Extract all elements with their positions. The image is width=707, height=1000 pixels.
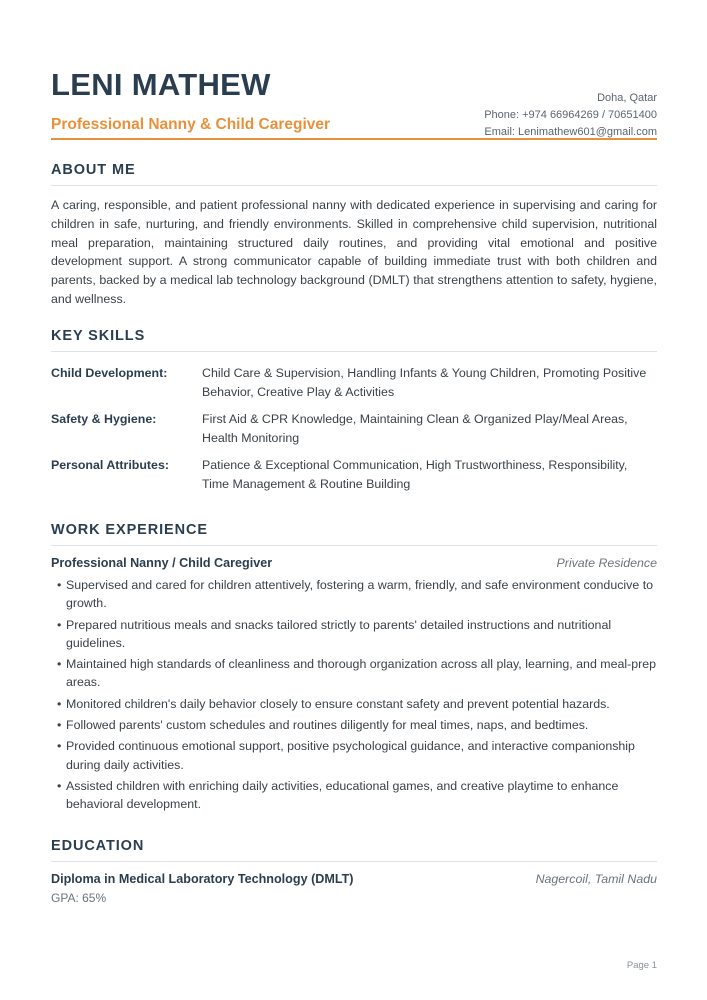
bullet-item — [51, 576, 657, 613]
bullet-dot: • — [57, 696, 62, 711]
about-section — [51, 162, 657, 309]
education-header — [51, 872, 657, 886]
job-header — [51, 556, 657, 570]
skill-row — [51, 456, 657, 493]
skill-label: Safety & Hygiene: — [51, 412, 157, 426]
skill-value: Child Care & Supervision, Handling Infants & Young Children, Promoting Positive Behavior, Creative Play & Activities — [202, 366, 647, 399]
skill-value: First Aid & CPR Knowledge, Maintaining Clean & Organized Play/Meal Areas, Health Monitoring — [202, 412, 628, 445]
bullet-text: Followed parents' custom schedules and routines diligently for meal times, naps, and bedtimes. — [66, 718, 589, 733]
degree-title: Diploma in Medical Laboratory Technology (DMLT) — [51, 872, 354, 886]
section-title-education: EDUCATION — [51, 838, 657, 862]
section-title-experience: WORK EXPERIENCE — [51, 522, 657, 546]
contact-location: Doha, Qatar — [597, 92, 657, 104]
bullet-dot: • — [57, 657, 62, 672]
bullet-text: Provided continuous emotional support, positive psychological guidance, and interactive companionship during daily activities. — [66, 739, 635, 772]
experience-section — [51, 522, 657, 817]
resume-header — [51, 0, 657, 140]
section-title-about: ABOUT ME — [51, 162, 657, 186]
skill-value: Patience & Exceptional Communication, High Trustworthiness, Responsibility, Time Management & Routine Building — [202, 458, 628, 491]
section-title-skills: KEY SKILLS — [51, 328, 657, 352]
skill-row — [51, 410, 657, 447]
bullet-item — [51, 716, 657, 734]
bullet-dot: • — [57, 578, 62, 592]
bullet-text: Assisted children with enriching daily activities, educational games, and creative playtime to enhance behavioral development. — [66, 778, 619, 812]
bullet-dot: • — [57, 718, 62, 733]
skill-row — [51, 364, 657, 401]
bullet-dot: • — [57, 739, 62, 754]
contact-phone: Phone: +974 66964269 / 70651400 — [484, 109, 657, 121]
contact-block — [484, 90, 657, 141]
gpa-value: GPA: 65% — [51, 891, 107, 905]
skills-list — [51, 364, 657, 493]
bullet-text: Prepared nutritious meals and snacks tailored strictly to parents' detailed instructions and nutritional guidelines. — [66, 617, 612, 650]
education-section — [51, 838, 657, 905]
bullet-item — [51, 616, 657, 653]
bullet-dot: • — [57, 778, 62, 793]
bullet-item — [51, 695, 657, 713]
about-text: A caring, responsible, and patient professional nanny with dedicated experience in supervising and caring for children in safe, nurturing, and friendly environments. Skilled in comprehensive child supervision, nutritional meal preparation, maintaining structured daily routines, and providing vital emotional and positive development support. A strong communicator capable of building immediate trust with both children and parents, backed by a medical lab technology background (DMLT) that strengthens attention to safety, hygiene, and wellness. — [51, 198, 657, 306]
skill-label: Personal Attributes: — [51, 458, 169, 472]
bullet-item — [51, 777, 657, 814]
bullet-item — [51, 737, 657, 774]
skill-label: Child Development: — [51, 366, 168, 380]
education-location: Nagercoil, Tamil Nadu — [535, 872, 657, 886]
bullet-text: Monitored children's daily behavior closely to ensure constant safety and prevent potential hazards. — [66, 696, 610, 711]
bullet-text: Supervised and cared for children attentively, fostering a warm, friendly, and safe environment conducive to growth. — [66, 578, 654, 611]
page-number: Page 1 — [626, 960, 657, 971]
skills-section — [51, 328, 657, 502]
candidate-name: LENI MATHEW — [51, 67, 271, 102]
experience-bullets — [51, 576, 657, 814]
bullet-dot: • — [57, 617, 62, 632]
contact-email: Email: Lenimathew601@gmail.com — [484, 126, 657, 138]
candidate-title: Professional Nanny & Child Caregiver — [51, 116, 331, 133]
job-title: Professional Nanny / Child Caregiver — [51, 556, 273, 570]
job-place: Private Residence — [556, 556, 657, 570]
bullet-item — [51, 655, 657, 692]
bullet-text: Maintained high standards of cleanliness and thorough organization across all play, learning, and meal-prep areas. — [66, 657, 657, 690]
